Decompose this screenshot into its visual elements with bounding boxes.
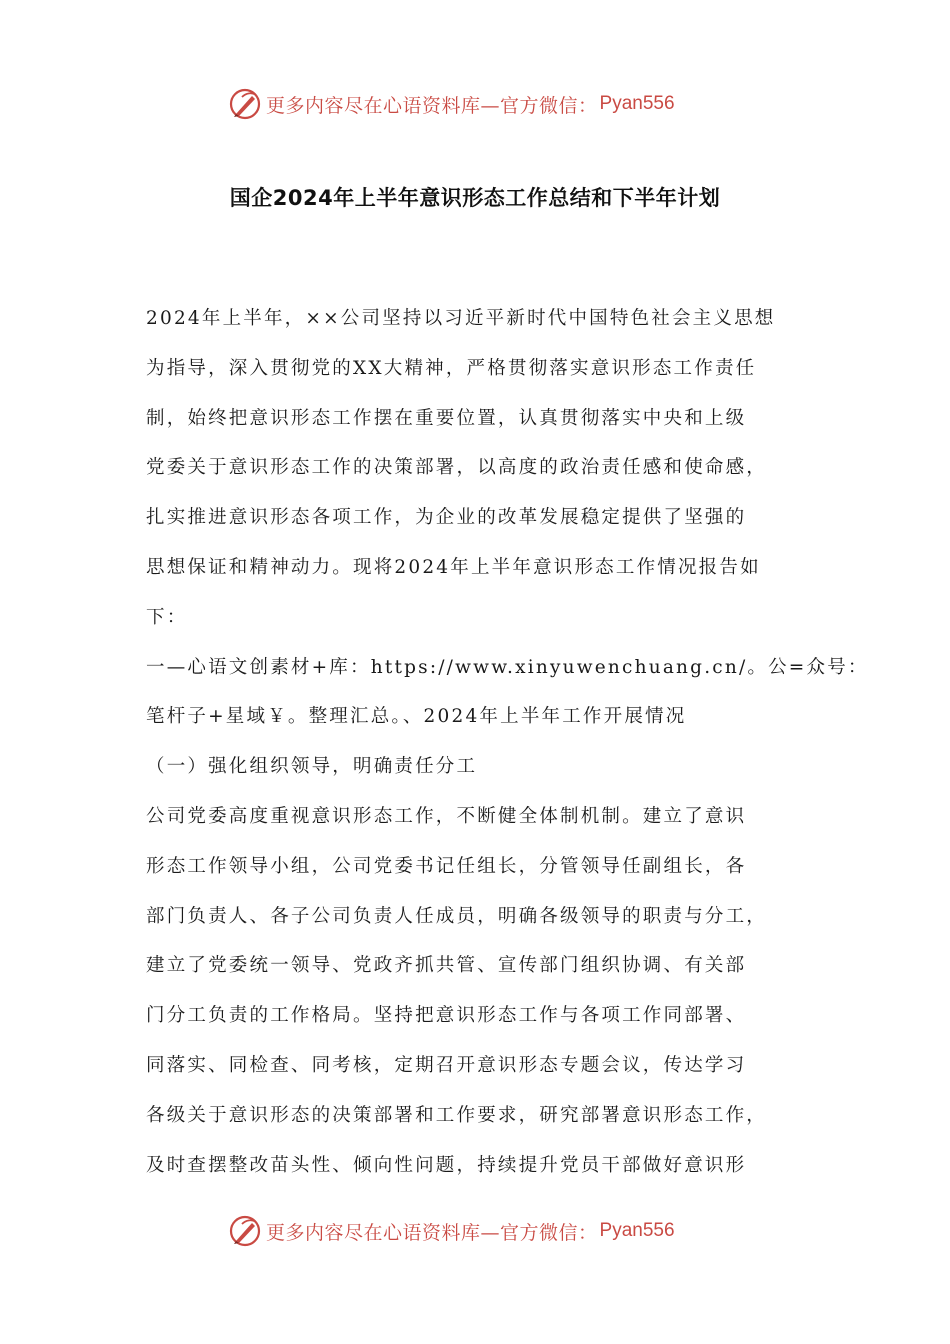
paragraph bbox=[146, 792, 822, 1190]
text-line: 为指导，深入贯彻党的XX大精神，严格贯彻落实意识形态工作责任 bbox=[146, 357, 757, 379]
paragraph bbox=[146, 643, 869, 743]
text-line: 各级关于意识形态的决策部署和工作要求，研究部署意识形态工作， bbox=[146, 1104, 768, 1126]
pen-logo-icon bbox=[228, 1214, 262, 1248]
paragraph bbox=[146, 294, 822, 643]
footer-banner bbox=[228, 1211, 675, 1251]
text-line: 门分工负责的工作格局。坚持把意识形态工作与各项工作同部署、 bbox=[146, 1005, 747, 1027]
header-banner bbox=[228, 84, 675, 124]
document-title: 国企2024年上半年意识形态工作总结和下半年计划 bbox=[229, 186, 721, 210]
text-line: 一—心语文创素材+库：https://www.xinyuwenchuang.cn/。公=众号： bbox=[146, 656, 869, 678]
text-line: 党委关于意识形态工作的决策部署，以高度的政治责任感和使命感， bbox=[146, 457, 768, 479]
text-line: 下： bbox=[146, 606, 188, 628]
wechat-id: Pyan556 bbox=[599, 1220, 675, 1241]
paragraph bbox=[146, 742, 822, 792]
text-line: 及时查摆整改苗头性、倾向性问题，持续提升党员干部做好意识形 bbox=[146, 1154, 747, 1176]
text-line: 部门负责人、各子公司负责人任成员，明确各级领导的职责与分工， bbox=[146, 905, 768, 927]
text-line: 扎实推进意识形态各项工作，为企业的改革发展稳定提供了坚强的 bbox=[146, 507, 747, 529]
text-line: 形态工作领导小组，公司党委书记任组长，分管领导任副组长，各 bbox=[146, 855, 747, 877]
pen-logo-icon bbox=[228, 87, 262, 121]
text-line: 2024年上半年，××公司坚持以习近平新时代中国特色社会主义思想 bbox=[146, 308, 776, 329]
text-line: （一）强化组织领导，明确责任分工 bbox=[146, 756, 478, 778]
wechat-id: Pyan556 bbox=[599, 93, 675, 114]
text-line: 思想保证和精神动力。现将2024年上半年意识形态工作情况报告如 bbox=[146, 556, 761, 578]
text-line: 笔杆子+星域￥。整理汇总。、2024年上半年工作开展情况 bbox=[146, 706, 687, 728]
banner-text: 更多内容尽在心语资料库—官方微信： bbox=[266, 94, 598, 117]
text-line: 建立了党委统一领导、党政齐抓共管、宣传部门组织协调、有关部 bbox=[146, 955, 747, 977]
banner-text: 更多内容尽在心语资料库—官方微信： bbox=[266, 1221, 598, 1244]
text-line: 制，始终把意识形态工作摆在重要位置，认真贯彻落实中央和上级 bbox=[146, 407, 747, 429]
text-line: 同落实、同检查、同考核，定期召开意识形态专题会议，传达学习 bbox=[146, 1054, 747, 1076]
text-line: 公司党委高度重视意识形态工作，不断健全体制机制。建立了意识 bbox=[146, 805, 747, 827]
document-body bbox=[146, 294, 869, 1190]
